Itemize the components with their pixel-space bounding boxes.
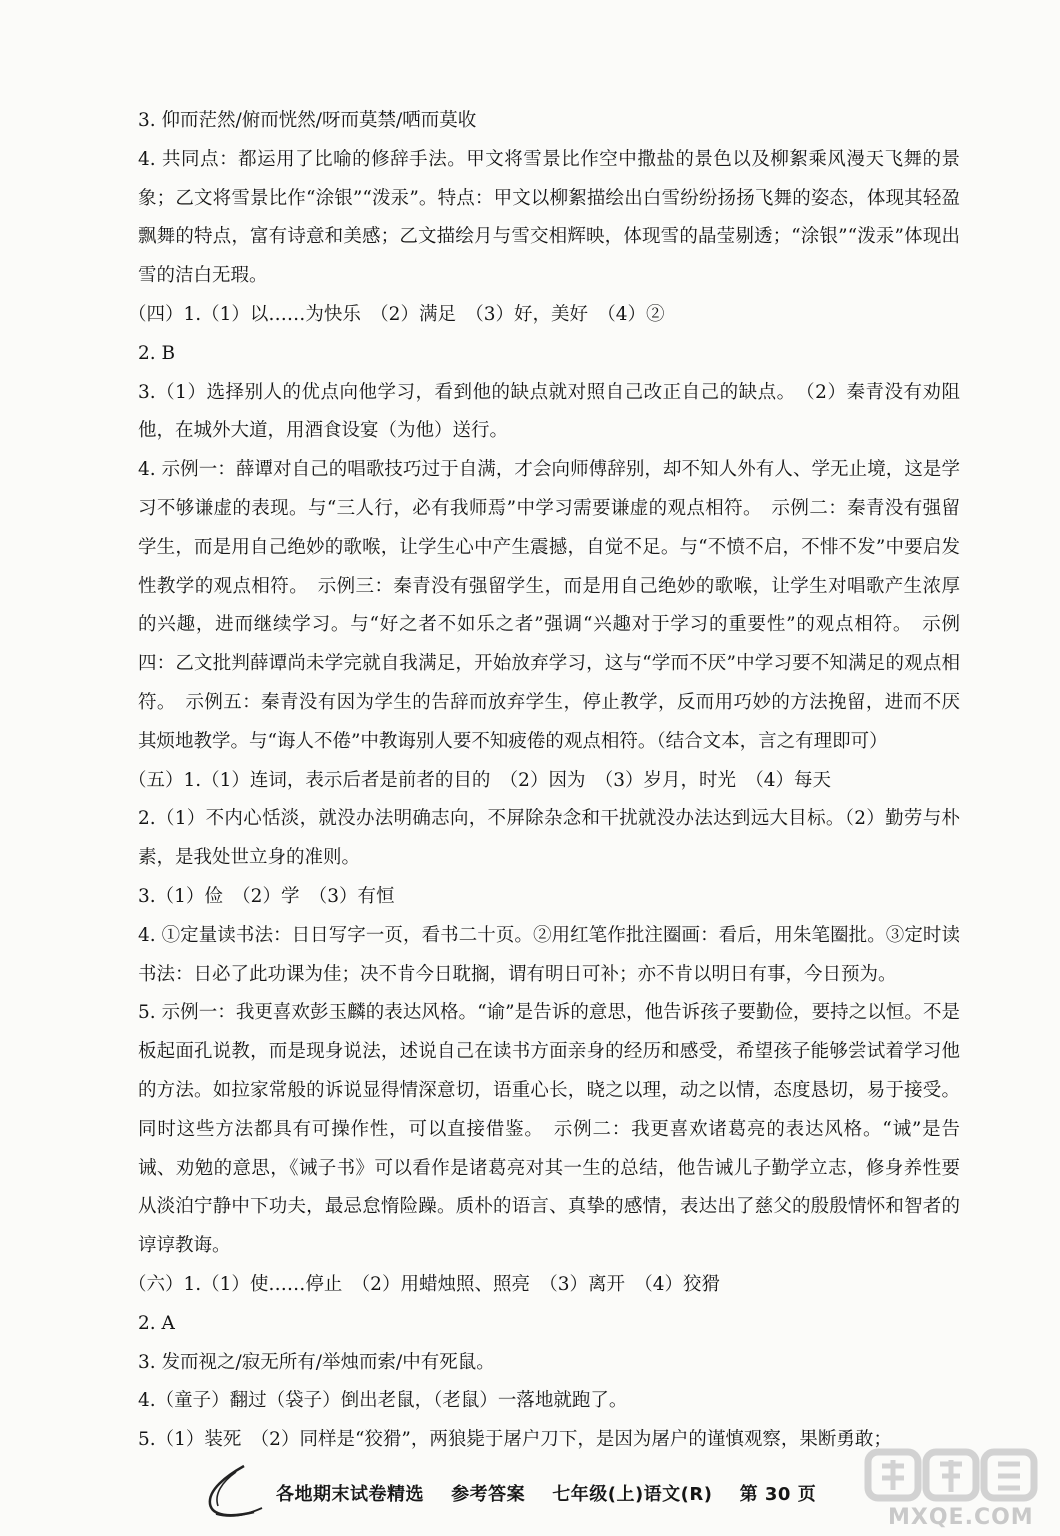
answer-paragraph: 3.（1）选择别人的优点向他学习，看到他的缺点就对照自己改正自己的缺点。 （2）秦青没有劝阻他，在城外大道，用酒食设宴（为他）送行。 [138, 381, 960, 442]
answer-paragraph: 4. 示例一：薛谭对自己的唱歌技巧过于自满，才会向师傅辞别，却不知人外有人、学无止境，这是学习不够谦虚的表现。与“三人行，必有我师焉”中学习需要谦虚的观点相符。 示例二：秦青没有强留学生，而是用自己绝妙的歌喉，让学生心中产生震撼，自觉不足。与“不愤不启，不悱不发”中要启发性教学的观点相符。 示例三：秦青没有强留学生，而是用自己绝妙的歌喉，让学生对唱歌产生浓厚的兴趣，进而继续学习。与“好之者不如乐之者”强调“兴趣对于学习的重要性”的观点相符。 示例四：乙文批判薛谭尚未学完就自我满足，开始放弃学习，这与“学而不厌”中学习要不知满足的观点相符。 示例五：秦青没有因为学生的告辞而放弃学生，停止教学，反而用巧妙的方法挽留，进而不厌其烦地教学。与“诲人不倦”中教诲别人要不知疲倦的观点相符。（结合文本，言之有理即可） [138, 459, 960, 752]
answer-paragraph: 4. 共同点：都运用了比喻的修辞手法。甲文将雪景比作空中撒盐的景色以及柳絮乘风漫天飞舞的景象；乙文将雪景比作“涂银”“泼汞”。特点：甲文以柳絮描绘出白雪纷纷扬扬飞舞的姿态，体现其轻盈飘舞的特点，富有诗意和美感；乙文描绘月与雪交相辉映，体现雪的晶莹剔透；“涂银”“泼汞”体现出雪的洁白无瑕。 [138, 148, 960, 287]
footer-grade: 七年级(上)语文(R) [552, 1484, 713, 1505]
page-footer [276, 1480, 836, 1506]
footer-page-number: 第 30 页 [739, 1484, 817, 1505]
answer-paragraph: 5. 示例一：我更喜欢彭玉麟的表达风格。“谕”是告诉的意思，他告诉孩子要勤俭，要持之以恒。不是板起面孔说教，而是现身说法，述说自己在读书方面亲身的经历和感受，希望孩子能够尝试着学习他的方法。如拉家常般的诉说显得情深意切，语重心长，晓之以理，动之以情，态度恳切，易于接受。同时这些方法都具有可操作性，可以直接借鉴。 示例二：我更喜欢诸葛亮的表达风格。“诫”是告诫、劝勉的意思，《诫子书》可以看作是诸葛亮对其一生的总结，他告诫儿子勤学立志，修身养性要从淡泊宁静中下功夫，最忌怠惰险躁。质朴的语言、真挚的感情，表达出了慈父的殷殷情怀和智者的谆谆教诲。 [138, 1002, 960, 1257]
answer-paragraph: 5.（1）装死 （2）同样是“狡猾”，两狼毙于屠户刀下，是因为屠户的谨慎观察，果断勇敢； [138, 1429, 892, 1451]
answer-paragraph: 3.（1）俭 （2）学 （3）有恒 [138, 885, 395, 907]
footer-book-title: 各地期末试卷精选 [276, 1484, 424, 1505]
section-heading-6: （六）1.（1）使……停止 （2）用蜡烛照、照亮 （3）离开 （4）狡猾 [128, 1273, 720, 1295]
answer-paragraph: 2.（1）不内心恬淡，就没办法明确志向，不屏除杂念和干扰就没办法达到远大目标。（2）勤劳与朴素，是我处世立身的准则。 [138, 808, 960, 869]
section-heading-4: （四）1.（1）以……为快乐 （2）满足 （3）好，美好 （4）② [128, 303, 665, 325]
answer-paragraph: 3. 发而视之/寂无所有/举烛而索/中有死鼠。 [138, 1351, 495, 1373]
section-heading-5: （五）1.（1）连词，表示后者是前者的目的 （2）因为 （3）岁月，时光 （4）每天 [128, 769, 831, 791]
answer-paragraph: 4.（童子）翻过（袋子）倒出老鼠，（老鼠）一落地就跑了。 [138, 1390, 628, 1412]
answer-paragraph: 2. A [138, 1312, 175, 1334]
answer-content [128, 102, 960, 1460]
swoosh-logo-icon [196, 1462, 268, 1522]
watermark-text: MXQE.COM [888, 1505, 1034, 1530]
footer-section: 参考答案 [451, 1484, 526, 1505]
answer-paragraph: 2. B [138, 342, 176, 364]
answer-paragraph: 3. 仰而茫然/俯而恍然/呀而莫禁/哂而莫收 [138, 110, 477, 131]
answer-paragraph: 4. ①定量读书法：日日写字一页，看书二十页。②用红笔作批注圈画：看后，用朱笔圈批。③定时读书法：日必了此功课为佳；决不肯今日耽搁，谓有明日可补；亦不肯以明日有事，今日预为。 [138, 924, 960, 985]
